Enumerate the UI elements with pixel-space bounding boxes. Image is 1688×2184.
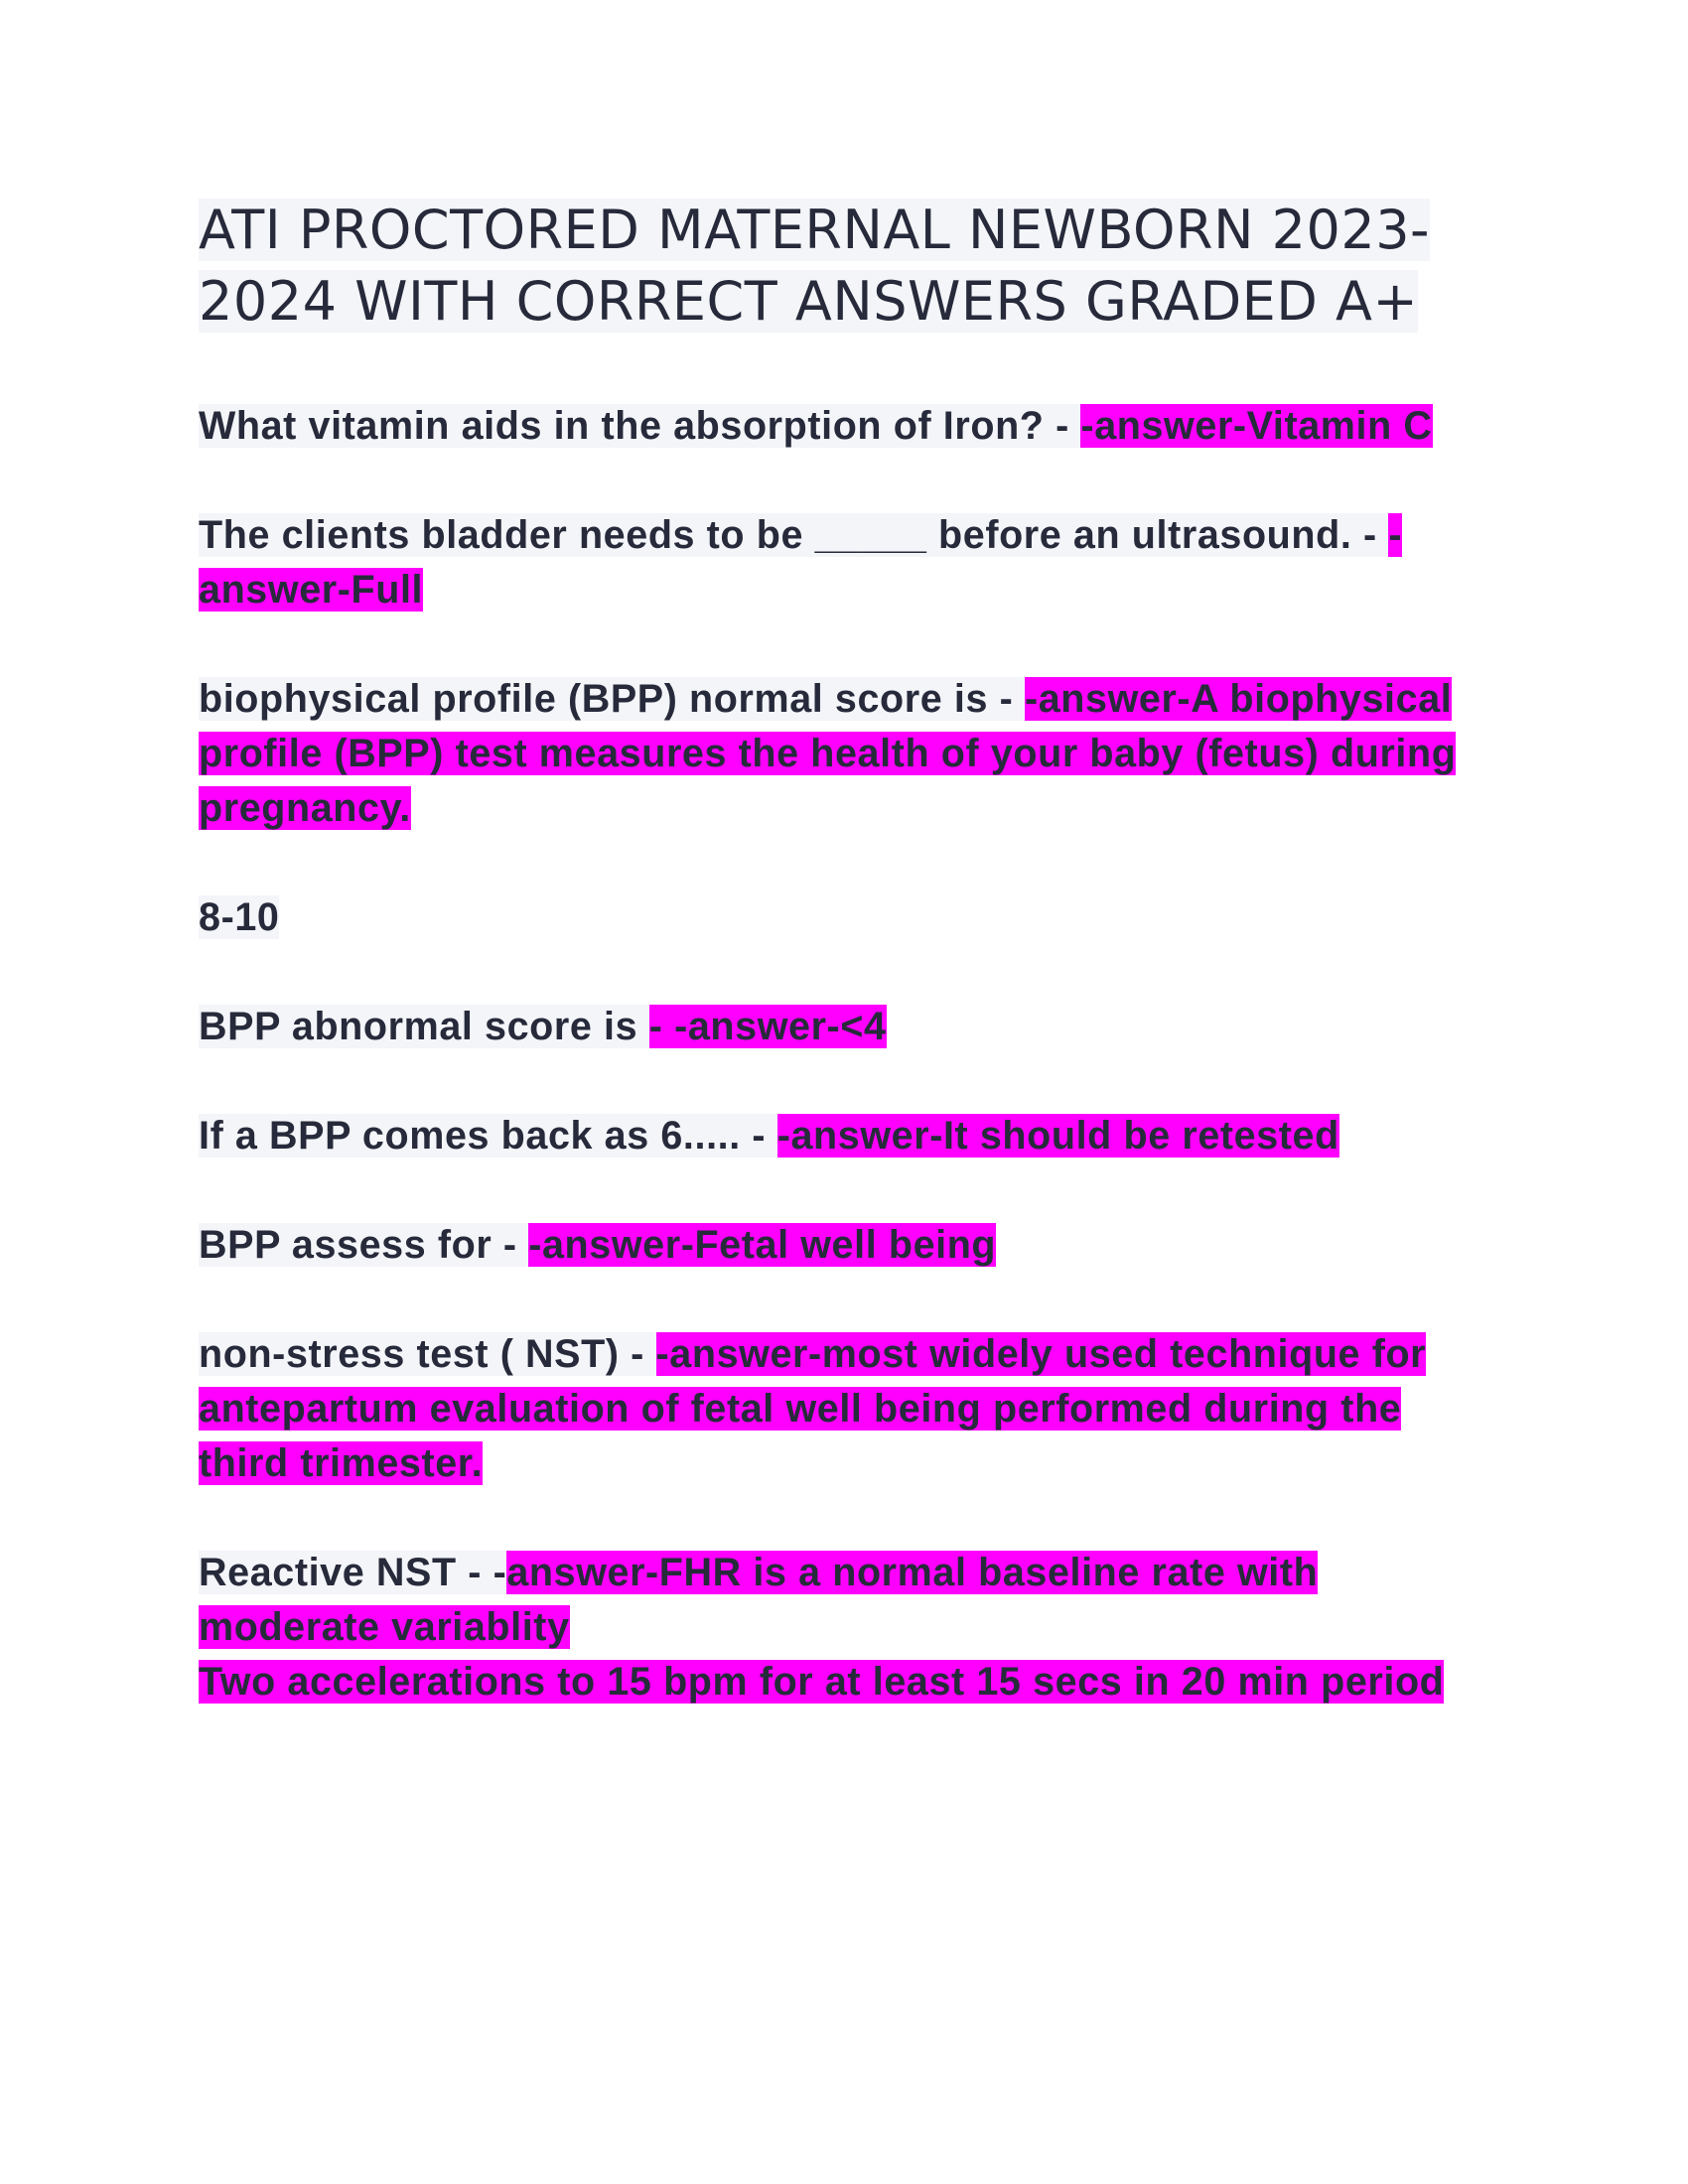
- question-text: The clients bladder needs to be _____ before an ultrasound. -: [199, 513, 1389, 557]
- answer-highlight: -answer-Full: [199, 513, 1403, 612]
- document-title: [199, 195, 1499, 338]
- answer-highlight: -answer-Vitamin C: [1080, 404, 1433, 448]
- qa-item-vitamin: [199, 399, 1499, 454]
- qa-item-nst: [199, 1327, 1499, 1491]
- answer-highlight-line-2: Two accelerations to 15 bpm for at least 15 secs in 20 min period: [199, 1660, 1445, 1704]
- question-text: Reactive NST - -: [199, 1551, 507, 1594]
- answer-highlight: -answer-A biophysical profile (BPP) test measures the health of your baby (fetus) during pregnancy.: [199, 677, 1457, 830]
- answer-highlight: answer-FHR is a normal baseline rate with moderate variablity: [199, 1551, 1319, 1649]
- qa-item-bladder: [199, 508, 1499, 617]
- qa-item-bpp-abnormal: [199, 1000, 1499, 1054]
- question-text: BPP assess for -: [199, 1223, 529, 1267]
- qa-item-bpp-six: [199, 1109, 1499, 1163]
- answer-highlight: -answer-Fetal well being: [528, 1223, 997, 1267]
- document-title-text: ATI PROCTORED MATERNAL NEWBORN 2023-2024 WITH CORRECT ANSWERS GRADED A+: [199, 199, 1431, 333]
- answer-highlight: -answer-most widely used technique for antepartum evaluation of fetal well being performed during the third trimester.: [199, 1332, 1427, 1485]
- question-text: If a BPP comes back as 6..... -: [199, 1114, 777, 1158]
- qa-item-bpp-range: [199, 890, 1499, 945]
- question-text: What vitamin aids in the absorption of Iron? -: [199, 404, 1081, 448]
- qa-item-reactive-nst: [199, 1546, 1499, 1709]
- question-text: biophysical profile (BPP) normal score is -: [199, 677, 1025, 721]
- answer-highlight: -answer-It should be retested: [776, 1114, 1339, 1158]
- answer-highlight: - -answer-<4: [648, 1005, 887, 1048]
- qa-item-bpp-normal: [199, 672, 1499, 836]
- question-text: 8-10: [199, 895, 280, 939]
- question-text: non-stress test ( NST) -: [199, 1332, 656, 1376]
- answer-line-2: [199, 1655, 1499, 1709]
- qa-item-bpp-assess: [199, 1218, 1499, 1273]
- document-content: [199, 195, 1499, 1764]
- question-text: BPP abnormal score is: [199, 1005, 649, 1048]
